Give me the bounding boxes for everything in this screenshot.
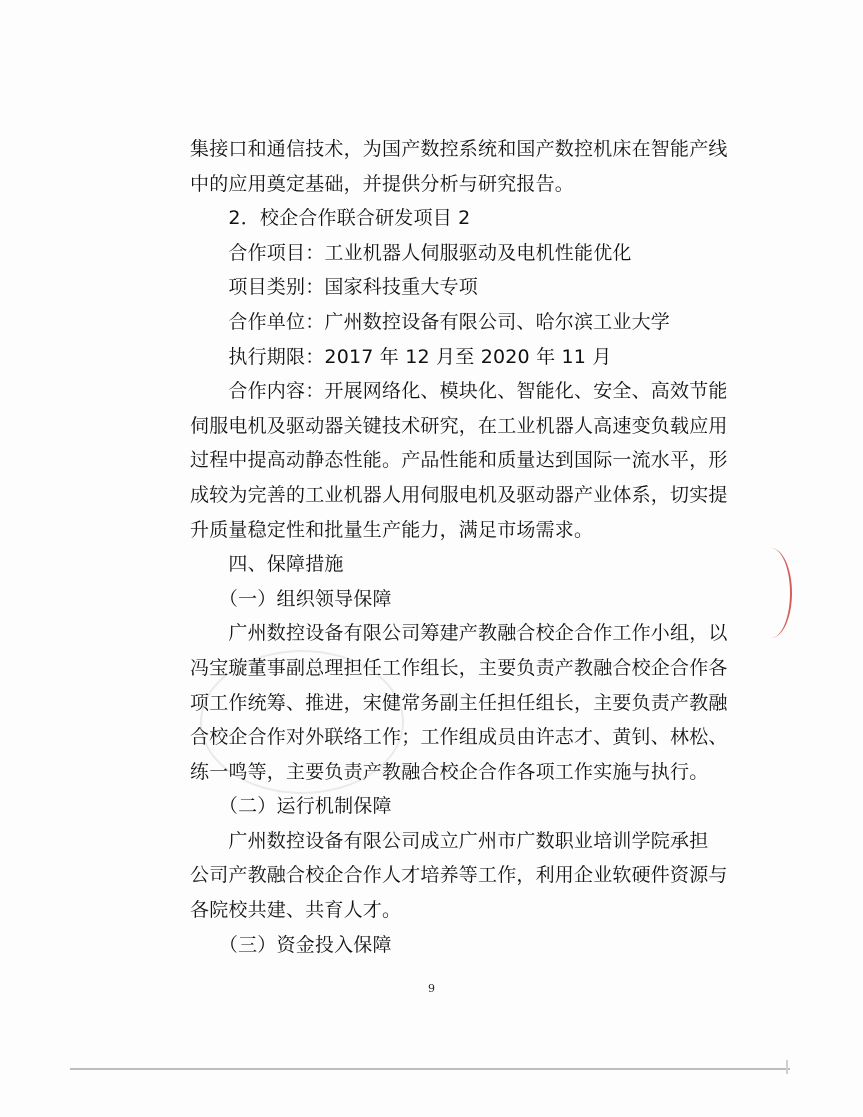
text-line: 项目类别：国家科技重大专项 [190, 276, 479, 299]
text-line: 成较为完善的工业机器人用伺服电机及驱动器产业体系，切实提 [190, 483, 728, 506]
text-line: 合作项目：工业机器人伺服驱动及电机性能优化 [190, 241, 632, 264]
scan-bottom-edge [70, 1068, 790, 1070]
text-line: 过程中提高动静态性能。产品性能和质量达到国际一流水平，形 [190, 449, 728, 472]
section-heading: 四、保障措施 [190, 553, 344, 576]
text-line: 项工作统筹、推进，宋健常务副主任担任组长，主要负责产教融 [190, 691, 728, 714]
text-line: 合作内容：开展网络化、模块化、智能化、安全、高效节能 [190, 380, 728, 403]
text-line: 伺服电机及驱动器关键技术研究，在工业机器人高速变负载应用 [190, 414, 728, 437]
page-number: 9 [428, 982, 435, 995]
text-line: 中的应用奠定基础，并提供分析与研究报告。 [190, 172, 575, 195]
red-seal-edge [750, 548, 792, 638]
subsection-heading: （二）运行机制保障 [190, 795, 392, 818]
text-line: 练一鸣等，主要负责产教融合校企合作各项工作实施与执行。 [190, 760, 709, 783]
subsection-heading: （一）组织领导保障 [190, 587, 392, 610]
text-line: 合校企合作对外联络工作；工作组成员由许志才、黄钊、林松、 [190, 726, 728, 749]
body-text [190, 132, 728, 962]
scan-corner-edge [786, 1060, 788, 1074]
text-line: 合作单位：广州数控设备有限公司、哈尔滨工业大学 [190, 310, 671, 333]
text-line: 广州数控设备有限公司筹建产教融合校企合作工作小组，以 [190, 622, 728, 645]
section-heading: 2．校企合作联合研发项目 2 [190, 207, 471, 230]
subsection-heading: （三）资金投入保障 [190, 933, 392, 956]
text-line: 公司产教融合校企合作人才培养等工作，利用企业软硬件资源与 [190, 864, 728, 887]
text-line: 升质量稳定性和批量生产能力，满足市场需求。 [190, 518, 594, 541]
text-line: 集接口和通信技术，为国产数控系统和国产数控机床在智能产线 [190, 138, 728, 160]
text-line: 广州数控设备有限公司成立广州市广数职业培训学院承担 [190, 829, 709, 852]
text-line: 各院校共建、共育人才。 [190, 899, 402, 922]
text-line: 冯宝璇董事副总理担任工作组长，主要负责产教融合校企合作各 [190, 656, 728, 679]
text-line: 执行期限：2017 年 12 月至 2020 年 11 月 [190, 345, 612, 368]
